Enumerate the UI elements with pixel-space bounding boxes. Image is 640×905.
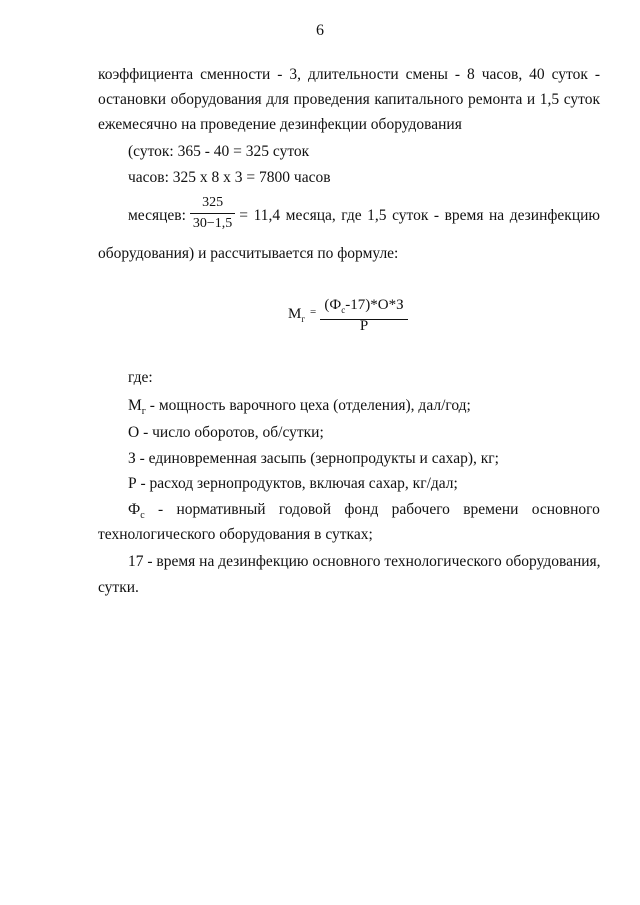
months-fraction — [190, 194, 235, 233]
legend-f-word: нормативный — [176, 501, 266, 518]
legend-f-word: рабочего — [391, 501, 450, 518]
legend-m-line — [128, 396, 471, 422]
legend-o-line: О - число оборотов, об/сутки; — [128, 424, 324, 441]
calc-hours-line: часов: 325 х 8 х 3 = 7800 часов — [128, 169, 331, 186]
legend-f-word: - — [158, 501, 164, 518]
legend-m-subscript: г — [141, 406, 146, 418]
months-label: месяцев: — [128, 207, 186, 224]
legend-f-word: основного — [531, 501, 600, 518]
legend-f-word: годовой — [278, 501, 332, 518]
calc-continuation-line: оборудования) и рассчитывается по формуле: — [98, 245, 399, 262]
months-fraction-numerator: 325 — [190, 194, 235, 214]
formula-equals: = — [310, 306, 317, 318]
capacity-formula — [288, 296, 428, 344]
page-number: 6 — [316, 22, 324, 39]
legend-f-line-2: технологического оборудования в сутках; — [98, 526, 373, 543]
legend-m-symbol: М — [128, 397, 142, 414]
legend-m-text: - мощность варочного цеха (отделения), дал/год; — [145, 397, 471, 414]
formula-denominator: Р — [359, 318, 369, 334]
legend-r-line: Р - расход зернопродуктов, включая сахар, кг/дал; — [128, 475, 458, 492]
formula-lhs: $М_г$ — [288, 306, 306, 324]
legend-f-symbol: $Ф_с$ — [128, 501, 145, 522]
formula-numerator: $(Ф_с-17)*О*З$ — [320, 296, 408, 320]
legend-where: где: — [128, 369, 153, 386]
legend-17-line-2: сутки. — [98, 579, 139, 596]
calc-days-line: (суток: 365 - 40 = 325 суток — [128, 143, 310, 160]
calc-months-line — [128, 192, 600, 234]
legend-z-line: З - единовременная засыпь (зернопродукты и сахар), кг; — [128, 450, 499, 467]
months-fraction-denominator: 30−1,5 — [192, 215, 233, 231]
legend-f-word: фонд — [344, 501, 379, 518]
legend-f-word: времени — [463, 501, 519, 518]
intro-paragraph: коэффициента сменности - 3, длительности смены - 8 часов, 40 суток - остановки оборудования для проведения капитального ремонта и 1,5 суток ежемесячно на проведение дезинфекции оборудования — [98, 66, 600, 133]
months-result: = 11,4 месяца, где 1,5 суток - время на дезинфекцию — [239, 207, 600, 224]
legend-17-line: 17 - время на дезинфекцию основного технологического оборудования, — [128, 553, 601, 570]
legend-f-line — [128, 500, 600, 526]
